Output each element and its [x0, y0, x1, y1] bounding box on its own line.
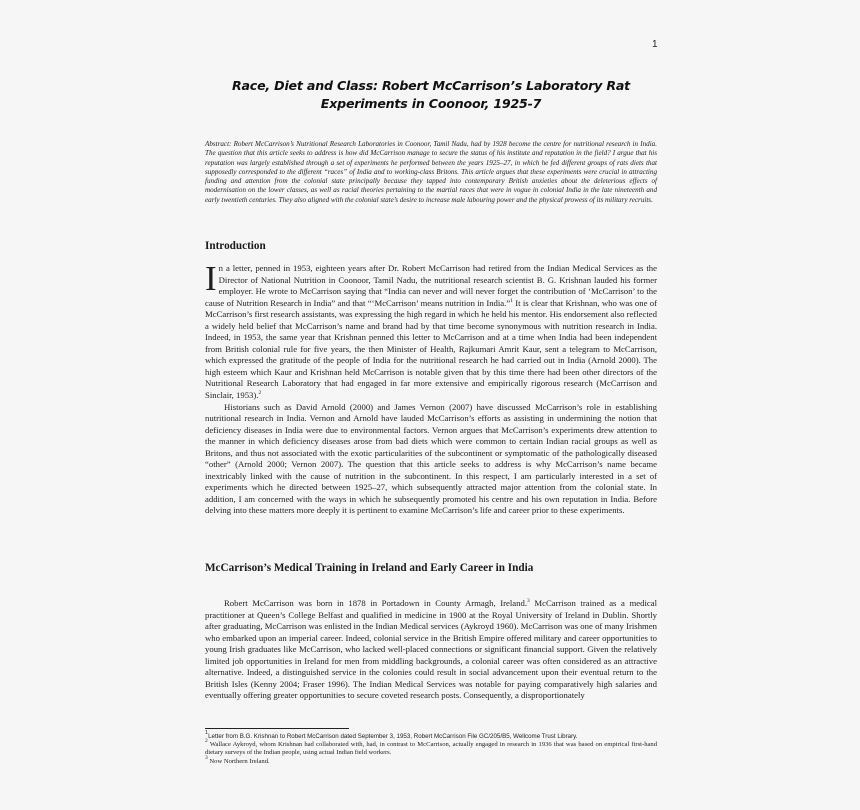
page-number: 1 — [652, 39, 658, 50]
footnote-separator — [205, 728, 349, 729]
footnotes — [205, 730, 658, 766]
introduction-heading: Introduction — [205, 240, 266, 252]
intro-paragraph-1 — [205, 259, 658, 402]
footnote-1 — [205, 730, 657, 741]
abstract: Abstract: Robert McCarrison’s Nutritional Research Laboratories in Coonoor, Tamil Nadu, had by 1928 become the centre for nutritional research in India. The question that this article seeks to address is how did McCarrison manage to secure the status of his institute and reputation in the field? I argue that his reputation was largely established through a set of experiments he performed between the years 1925–27, in which he fed different groups of rats diets that supposedly corresponded to the different “races” of India and to working-class Britons. This article argues that these experiments were crucial in attracting funding and attention from the colonial state principally because they tapped into contemporary British anxieties about the deleterious effects of modernisation on the lower classes, as well as racial theories pertaining to the martial races that were in vogue in colonial India in the late nineteenth and early twentieth centuries. They also aligned with the colonial state’s desire to increase male labouring power and the physical prowess of its military recruits. — [205, 140, 657, 204]
footnote-ref-2[interactable]: 2 — [258, 390, 262, 397]
intro-p1-text-a: n a letter, penned in 1953, eighteen years after Dr. Robert McCarrison had retired from the Indian Medical Services as the Director of National Nutrition in Coonoor, Tamil Nadu, the nutritional research scientist B. G. Krishnan lauded his former employer. He wrote to McCarrison saying that “India can never and will never forget the contribution of ‘McCarrison’ to the cause of Nutrition Research in India” and that “‘McCarrison’ means nutrition in India.” — [205, 263, 657, 308]
intro-paragraph-2: Historians such as David Arnold (2000) and James Vernon (2007) have discussed McCarrison’s role in establishing nutritional research in India. Vernon and Arnold have lauded McCarrison’s efforts as assisting in undermining the notion that deficiency diseases in India were due to environmental factors. Vernon argues that McCarrison’s experiments drew attention to the manner in which deficiency diseases arose from bad diets which were common to certain Indian racial groups as well as Britons, and thus not associated with the exotic particularities of the subcontinent or symptomatic of the pathologically diseased “other” (Arnold 2000; Vernon 2007). The question that this article seeks to address is why McCarrison’s name became inextricably linked with the cause of nutrition in the subcontinent. In this respect, I am particularly interested in a set of experiments which he directed between 1925–27, which subsequently attracted major attention from the colonial state. In addition, I am concerned with the ways in which he subsequently promoted his centre and his own reputation in India. Before delving into these matters more deeply it is pertinent to examine McCarrison’s life and career prior to these experiments. — [205, 401, 657, 516]
footnote-3 — [205, 754, 657, 766]
section2-paragraph-1 — [205, 598, 657, 702]
section2-p1-text-a: Robert McCarrison was born in 1878 in Portadown in County Armagh, Ireland. — [224, 598, 528, 608]
paper-title — [205, 77, 657, 113]
footnote-ref-1[interactable]: 1 — [510, 297, 513, 304]
footnote-number: 2 — [205, 738, 208, 745]
footnote-text: Letter from B.G. Krishnan to Robert McCarrison dated September 3, 1953, Robert McCarrison File GC/205/B5, Wellcome Trust Library. — [208, 733, 578, 740]
introduction-body — [205, 259, 658, 517]
intro-p1-text-b: It is clear that Krishnan, who was one of McCarrison’s first research assistants, was expressing the high regard in which he held his mentor. His endorsement also reflected a widely held belief that McCarrison’s name and brand had by that time become synonymous with nutrition research in India. Indeed, in 1953, the same year that Krishnan penned this letter to McCarrison and at a time when India had been independent from British colonial rule for five years, the then Minister of Health, Rajkumari Amrit Kaur, sent a telegram to McCarrison, which expressed the gratitude of the people of India for the nutritional research he had carried out in India (Arnold 2000). The high esteem which Kaur and Krishnan held McCarrison is notable given that by this time there had been other directors of the Nutritional Research Laboratory that had engaged in far more extensive and empirically rigorous research (McCarrison and Sinclair, 1953). — [205, 297, 658, 401]
title-line-1: Race, Diet and Class: Robert McCarrison’s Laboratory Rat — [232, 78, 630, 93]
footnote-ref-3[interactable]: 3 — [527, 598, 530, 604]
title-line-2: Experiments in Coonoor, 1925-7 — [320, 96, 542, 111]
footnote-number: 3 — [205, 754, 208, 761]
footnote-number: 1 — [205, 730, 209, 736]
footnote-text: Wallace Aykroyd, whom Krishnan had collaborated with, had, in contrast to McCarrison, actually engaged in research in 1936 that was based on empirical first-hand dietary surveys of the Indian people, using actual Indian field workers. — [205, 741, 658, 757]
section2-p1-text-b: McCarrison trained as a medical practitioner at Queen’s College Belfast and qualified in medicine in 1900 at the Royal University of Ireland in Dublin. Shortly after graduating, McCarrison was enlisted in the Indian Medical services (Aykroyd 1960). McCarrison was one of many Irishmen who embarked upon an imperial career. Indeed, colonial service in the British Empire offered military and career opportunities to young Irish graduates like McCarrison, who lacked well-placed connections or significant financial support. Given the relatively limited job opportunities in Ireland for men from middling backgrounds, a colonial career was often considered as an attractive alternative. Indeed, a distinguished service in the colonies could result in social advancement upon their eventual return to the British Isles (Kenny 2004; Fraser 1996). The Indian Medical Services was notable for paying comparatively high salaries and eventually offering greater opportunities to secure coveted research posts. Consequently, a disproportionately — [205, 598, 657, 701]
footnote-text: Now Northern Ireland. — [209, 757, 270, 765]
section2-body — [205, 598, 657, 702]
footnote-2 — [205, 738, 658, 757]
drop-cap: I — [205, 259, 217, 298]
section-heading-medical-training: McCarrison’s Medical Training in Ireland and Early Career in India — [205, 562, 534, 574]
